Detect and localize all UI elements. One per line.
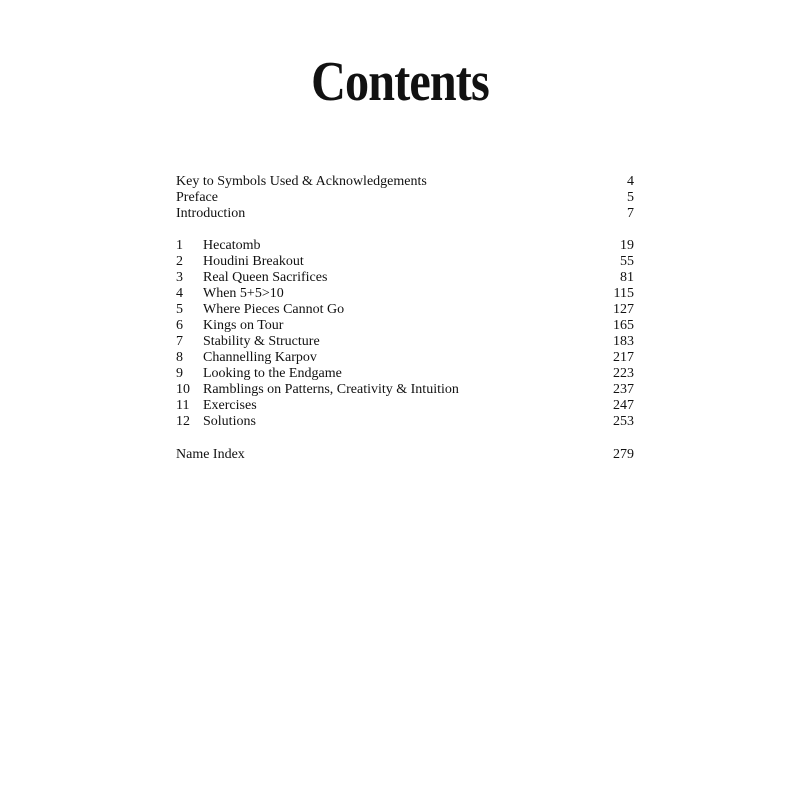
chapter-page: 217 [613, 350, 634, 365]
chapter-title: Stability & Structure [203, 334, 320, 349]
toc-entry-page: 279 [613, 447, 634, 462]
chapter-title: Solutions [203, 414, 256, 429]
chapter-page: 127 [613, 302, 634, 317]
chapter-number: 3 [176, 270, 183, 285]
chapter-title: Where Pieces Cannot Go [203, 302, 345, 317]
chapter-number: 7 [176, 334, 183, 349]
toc-chapter-row [176, 398, 634, 414]
chapter-page: 183 [613, 334, 634, 349]
chapter-page: 247 [613, 398, 634, 413]
toc-back-matter [176, 447, 634, 463]
chapter-title: Exercises [203, 398, 257, 413]
toc-chapter-row [176, 286, 634, 302]
chapter-number: 1 [176, 238, 183, 253]
chapter-number: 4 [176, 286, 183, 301]
chapter-title: Channelling Karpov [203, 350, 317, 365]
chapter-number: 10 [176, 382, 190, 397]
chapter-page: 237 [613, 382, 634, 397]
toc-entry-page: 4 [627, 174, 634, 189]
chapter-page: 55 [620, 254, 634, 269]
chapter-page: 223 [613, 366, 634, 381]
chapter-number: 5 [176, 302, 183, 317]
chapter-title: Houdini Breakout [203, 254, 304, 269]
chapter-number: 9 [176, 366, 183, 381]
toc-entry [176, 206, 634, 222]
toc-entry-label: Name Index [176, 447, 245, 462]
chapter-number: 11 [176, 398, 190, 413]
toc-chapter-row [176, 382, 634, 398]
chapter-title: Looking to the Endgame [203, 366, 342, 381]
toc-chapter-row [176, 334, 634, 350]
chapter-number: 2 [176, 254, 183, 269]
toc-entry-label: Key to Symbols Used & Acknowledgements [176, 174, 427, 189]
chapter-title: When 5+5>10 [203, 286, 284, 301]
chapter-number: 8 [176, 350, 183, 365]
chapter-title: Ramblings on Patterns, Creativity & Intuition [203, 382, 459, 397]
page-title: Contents [311, 51, 489, 113]
chapter-page: 115 [613, 286, 634, 301]
toc-chapter-row [176, 302, 634, 318]
toc-entry-label: Introduction [176, 206, 246, 221]
toc-entry [176, 447, 634, 463]
toc-chapter-row [176, 254, 634, 270]
chapter-title: Hecatomb [203, 238, 261, 253]
chapter-page: 253 [613, 414, 634, 429]
toc-chapter-row [176, 270, 634, 286]
toc-front-matter [176, 174, 634, 222]
toc-entry-page: 5 [627, 190, 634, 205]
toc-chapters [176, 238, 634, 430]
chapter-page: 19 [620, 238, 634, 253]
chapter-page: 165 [613, 318, 634, 333]
toc-entry-label: Preface [176, 190, 218, 205]
toc-chapter-row [176, 414, 634, 430]
toc-entry [176, 190, 634, 206]
toc-chapter-row [176, 350, 634, 366]
chapter-number: 6 [176, 318, 183, 333]
chapter-title: Real Queen Sacrifices [203, 270, 328, 285]
toc-entry-page: 7 [627, 206, 634, 221]
toc-chapter-row [176, 238, 634, 254]
toc-chapter-row [176, 318, 634, 334]
toc-entry [176, 174, 634, 190]
chapter-title: Kings on Tour [203, 318, 284, 333]
chapter-page: 81 [620, 270, 634, 285]
toc-chapter-row [176, 366, 634, 382]
chapter-number: 12 [176, 414, 190, 429]
